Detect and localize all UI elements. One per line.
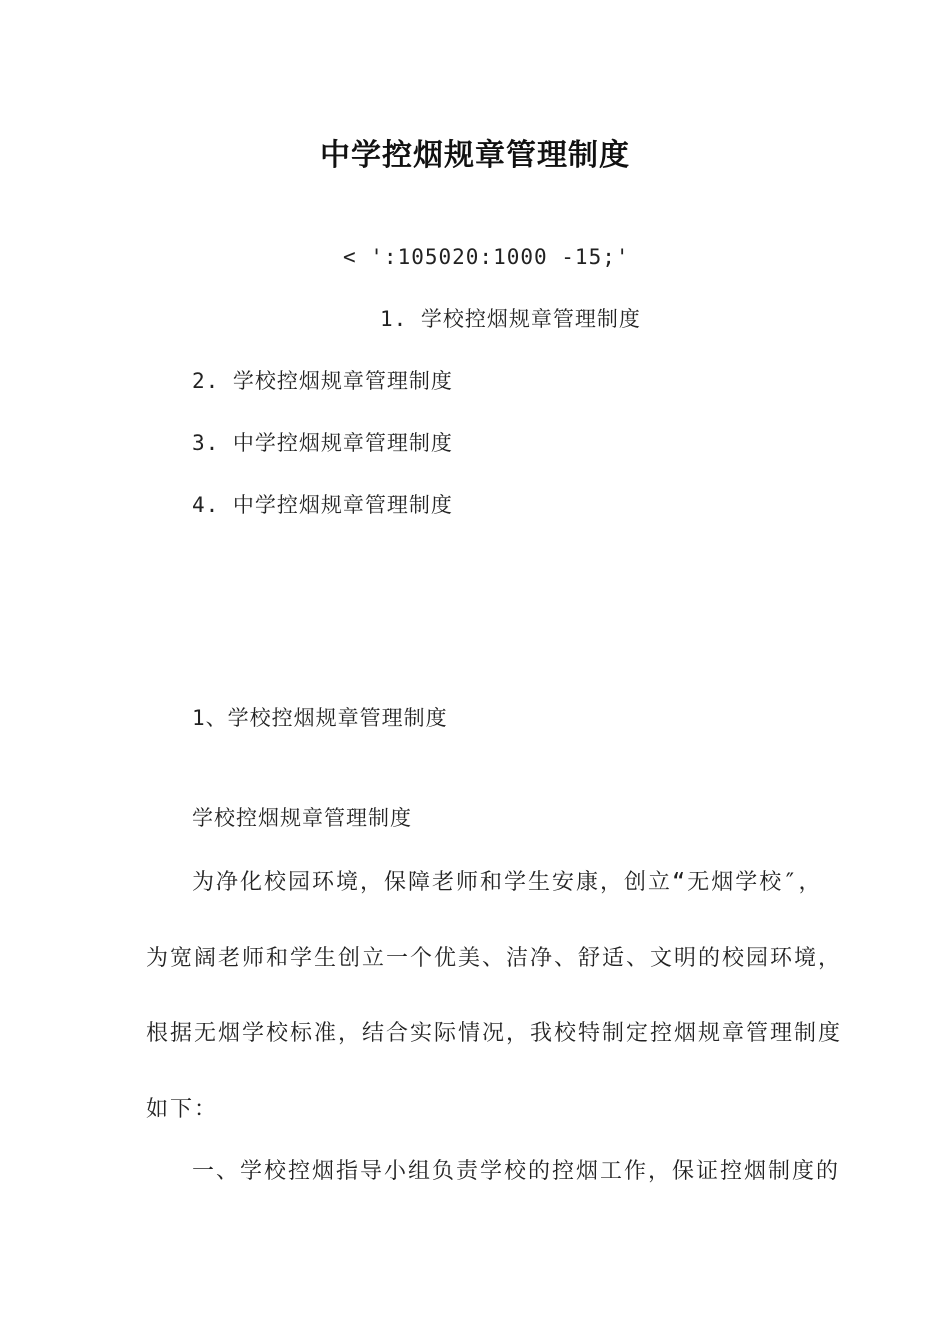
toc-item: 4. 中学控烟规章管理制度 — [192, 493, 453, 517]
section-heading: 1、学校控烟规章管理制度 — [192, 706, 448, 730]
paragraph-line: 一、学校控烟指导小组负责学校的控烟工作，保证控烟制度的 — [192, 1159, 841, 1184]
toc-item: 2. 学校控烟规章管理制度 — [192, 369, 453, 393]
paragraph-line: 根据无烟学校标准，结合实际情况，我校特制定控烟规章管理制度 — [146, 1021, 843, 1046]
toc-item: 1. 学校控烟规章管理制度 — [380, 307, 641, 331]
page-title: 中学控烟规章管理制度 — [320, 138, 630, 173]
toc-item: 3. 中学控烟规章管理制度 — [192, 431, 453, 455]
paragraph-line: 为净化校园环境，保障老师和学生安康，创立“无烟学校″， — [192, 870, 823, 895]
paragraph-line: 如下： — [146, 1097, 219, 1122]
sub-heading: 学校控烟规章管理制度 — [192, 806, 412, 830]
code-line: < ':105020:1000 -15;' — [343, 245, 630, 269]
paragraph-line: 为宽阔老师和学生创立一个优美、洁净、舒适、文明的校园环境， — [146, 946, 843, 971]
